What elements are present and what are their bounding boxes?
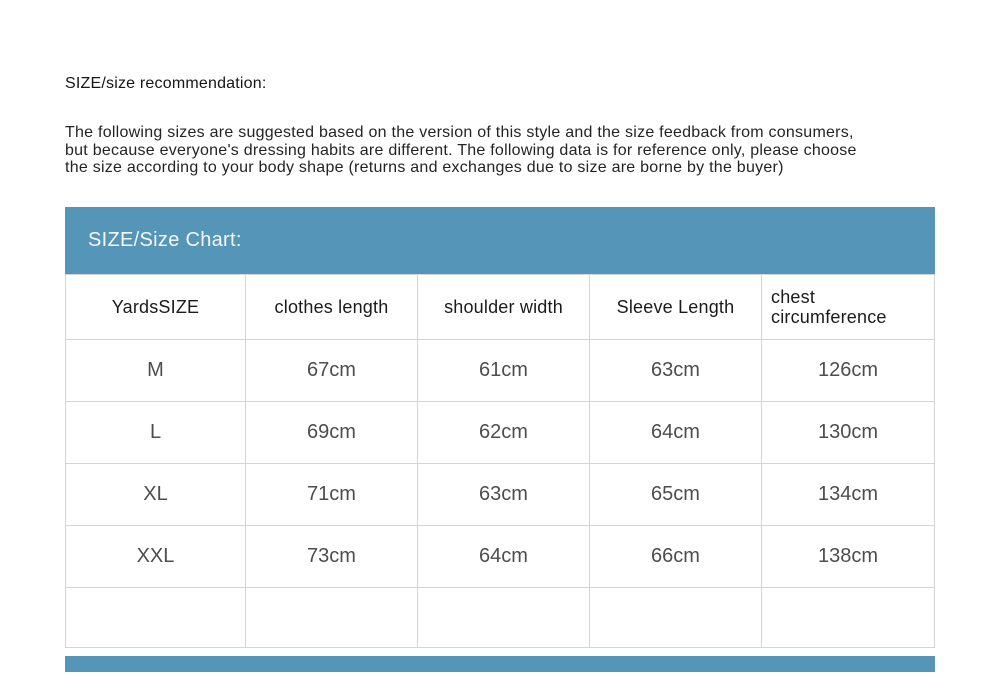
table-row-xxl: [66, 526, 935, 588]
cell-sleeve-length: 64cm: [590, 402, 762, 464]
size-chart-table: [65, 274, 935, 648]
cell-clothes-length: 69cm: [246, 402, 418, 464]
column-header-chest-label: chest circumference: [771, 287, 887, 327]
cell-chest-circumference: 130cm: [762, 402, 935, 464]
empty-cell: [418, 588, 590, 648]
empty-cell: [590, 588, 762, 648]
cell-shoulder-width: 64cm: [418, 526, 590, 588]
page-title: SIZE/size recommendation:: [65, 75, 267, 92]
cell-size: XXL: [66, 526, 246, 588]
cell-shoulder-width: 62cm: [418, 402, 590, 464]
size-chart-banner: [65, 207, 935, 274]
column-header-clothes-length: clothes length: [246, 275, 418, 340]
cell-size: M: [66, 340, 246, 402]
table-header-row: [66, 275, 935, 340]
empty-cell: [762, 588, 935, 648]
cell-chest-circumference: 126cm: [762, 340, 935, 402]
table-row-l: [66, 402, 935, 464]
cell-chest-circumference: 138cm: [762, 526, 935, 588]
cell-sleeve-length: 65cm: [590, 464, 762, 526]
cell-size: XL: [66, 464, 246, 526]
disclaimer-line: but because everyone's dressing habits are different. The following data is for reference only, please choose: [65, 141, 857, 159]
cell-chest-circumference: 134cm: [762, 464, 935, 526]
column-header-sleeve-length: Sleeve Length: [590, 275, 762, 340]
column-header-chest-circumference: [762, 275, 935, 340]
column-header-shoulder-width: shoulder width: [418, 275, 590, 340]
column-header-size: YardsSIZE: [66, 275, 246, 340]
cell-clothes-length: 73cm: [246, 526, 418, 588]
empty-cell: [66, 588, 246, 648]
size-chart-banner-label: SIZE/Size Chart:: [88, 229, 242, 251]
cell-clothes-length: 71cm: [246, 464, 418, 526]
disclaimer-line: the size according to your body shape (returns and exchanges due to size are borne by the buyer): [65, 159, 784, 176]
table-row-m: [66, 340, 935, 402]
cell-sleeve-length: 66cm: [590, 526, 762, 588]
next-section-banner-edge: [65, 656, 935, 672]
disclaimer-line: The following sizes are suggested based on the version of this style and the size feedback from consumers,: [65, 124, 854, 141]
cell-sleeve-length: 63cm: [590, 340, 762, 402]
table-empty-row: [66, 588, 935, 648]
cell-shoulder-width: 63cm: [418, 464, 590, 526]
cell-clothes-length: 67cm: [246, 340, 418, 402]
cell-size: L: [66, 402, 246, 464]
empty-cell: [246, 588, 418, 648]
cell-shoulder-width: 61cm: [418, 340, 590, 402]
size-disclaimer-paragraph: [65, 124, 857, 177]
table-row-xl: [66, 464, 935, 526]
